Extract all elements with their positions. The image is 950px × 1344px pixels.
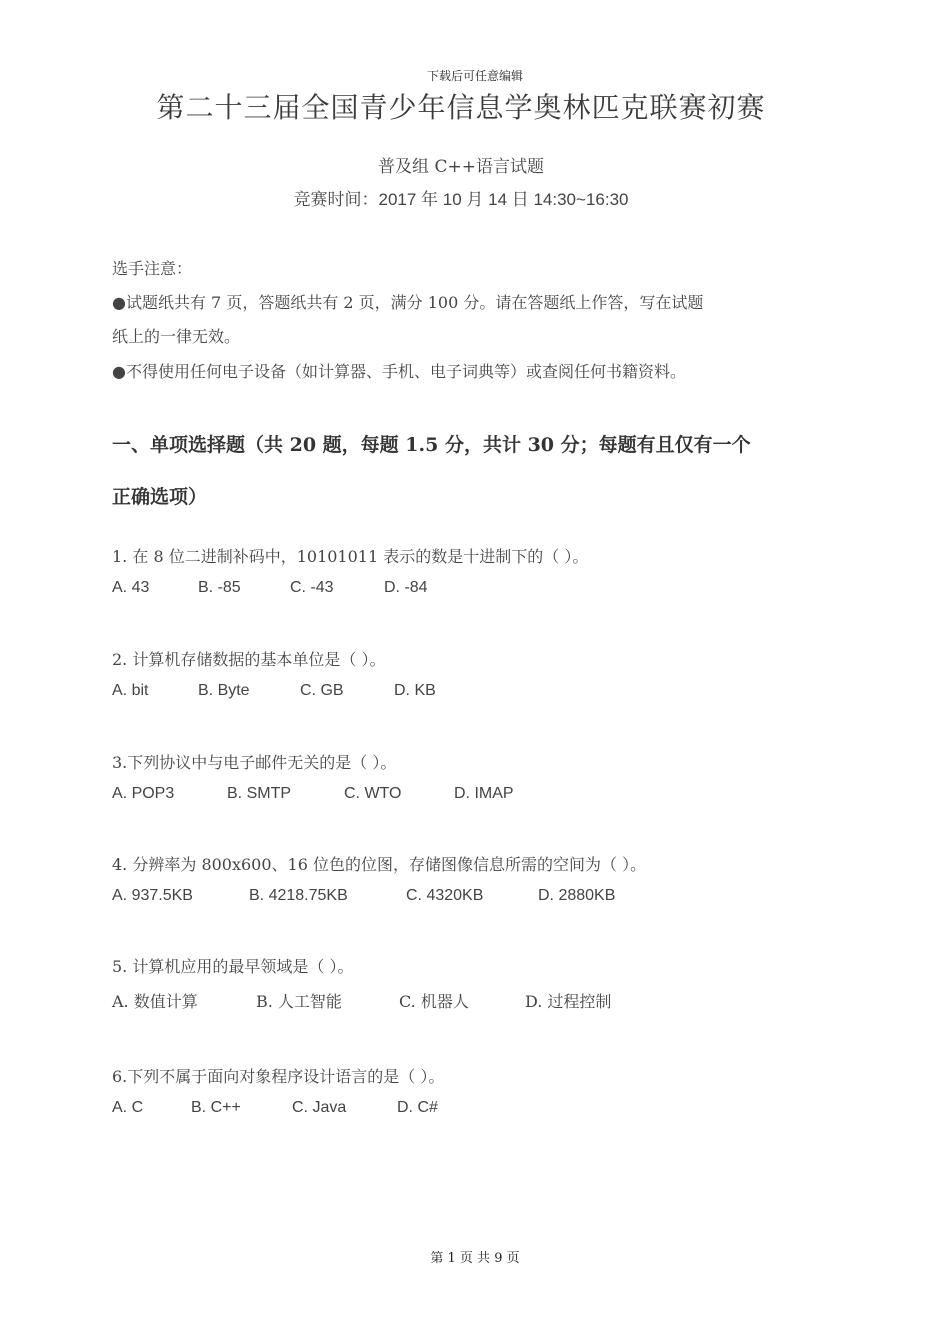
- question-1: 1. 在 8 位二进制补码中，10101011 表示的数是十进制下的（ ）。: [112, 547, 589, 566]
- notice-line-1-cont: 纸上的一律无效。: [112, 327, 241, 346]
- option-c: C. GB: [300, 682, 344, 699]
- question-4-options: [112, 887, 832, 909]
- option-c: C. Java: [292, 1099, 347, 1116]
- notice-line-1: ●试题纸共有 7 页，答题纸共有 2 页，满分 100 分。请在答题纸上作答，写在试题: [112, 293, 704, 312]
- option-b: B. Byte: [198, 682, 250, 699]
- subtitle: 普及组 C++语言试题: [378, 157, 544, 177]
- question-6: 6.下列不属于面向对象程序设计语言的是（ ）。: [112, 1067, 445, 1086]
- question-6-options: [112, 1099, 832, 1121]
- question-5-options: [112, 989, 832, 1011]
- option-d: D. IMAP: [454, 785, 514, 802]
- option-b: B. 人工智能: [256, 992, 342, 1011]
- option-a: A. 43: [112, 579, 150, 596]
- question-1-options: [112, 579, 832, 601]
- option-a: A. POP3: [112, 785, 175, 802]
- option-b: B. -85: [198, 579, 241, 596]
- question-3-options: [112, 785, 832, 807]
- option-b: B. SMTP: [227, 785, 292, 802]
- option-a: A. 937.5KB: [112, 887, 193, 904]
- question-4: 4. 分辨率为 800x600、16 位色的位图，存储图像信息所需的空间为（ ）。: [112, 855, 647, 874]
- option-c: C. -43: [290, 579, 334, 596]
- contest-time: 竞赛时间：2017 年 10 月 14 日 14:30~16:30: [293, 190, 629, 209]
- option-a: A. 数值计算: [112, 992, 198, 1011]
- page-footer: 第 1 页 共 9 页: [430, 1251, 520, 1266]
- header-note: 下载后可任意编辑: [426, 69, 523, 83]
- question-2: 2. 计算机存储数据的基本单位是（ ）。: [112, 650, 386, 669]
- section-heading-cont: 正确选项）: [112, 486, 208, 508]
- option-d: D. -84: [384, 579, 428, 596]
- option-d: D. 2880KB: [538, 887, 616, 904]
- question-5: 5. 计算机应用的最早领域是（ ）。: [112, 957, 354, 976]
- option-d: D. 过程控制: [525, 992, 612, 1011]
- section-heading: 一、单项选择题（共 20 题，每题 1.5 分，共计 30 分；每题有且仅有一个: [112, 434, 751, 456]
- notice-heading: 选手注意：: [112, 259, 193, 278]
- option-a: A. bit: [112, 682, 149, 699]
- question-2-options: [112, 682, 832, 704]
- option-a: A. C: [112, 1099, 144, 1116]
- option-c: C. WTO: [344, 785, 402, 802]
- notice-line-2: ●不得使用任何电子设备（如计算器、手机、电子词典等）或查阅任何书籍资料。: [112, 362, 686, 381]
- option-c: C. 4320KB: [406, 887, 484, 904]
- option-c: C. 机器人: [399, 992, 469, 1011]
- page-title: 第二十三届全国青少年信息学奥林匹克联赛初赛: [156, 91, 766, 124]
- question-3: 3.下列协议中与电子邮件无关的是（ ）。: [112, 753, 397, 772]
- option-b: B. C++: [191, 1099, 241, 1116]
- option-d: D. KB: [394, 682, 436, 699]
- option-b: B. 4218.75KB: [249, 887, 348, 904]
- option-d: D. C#: [397, 1099, 438, 1116]
